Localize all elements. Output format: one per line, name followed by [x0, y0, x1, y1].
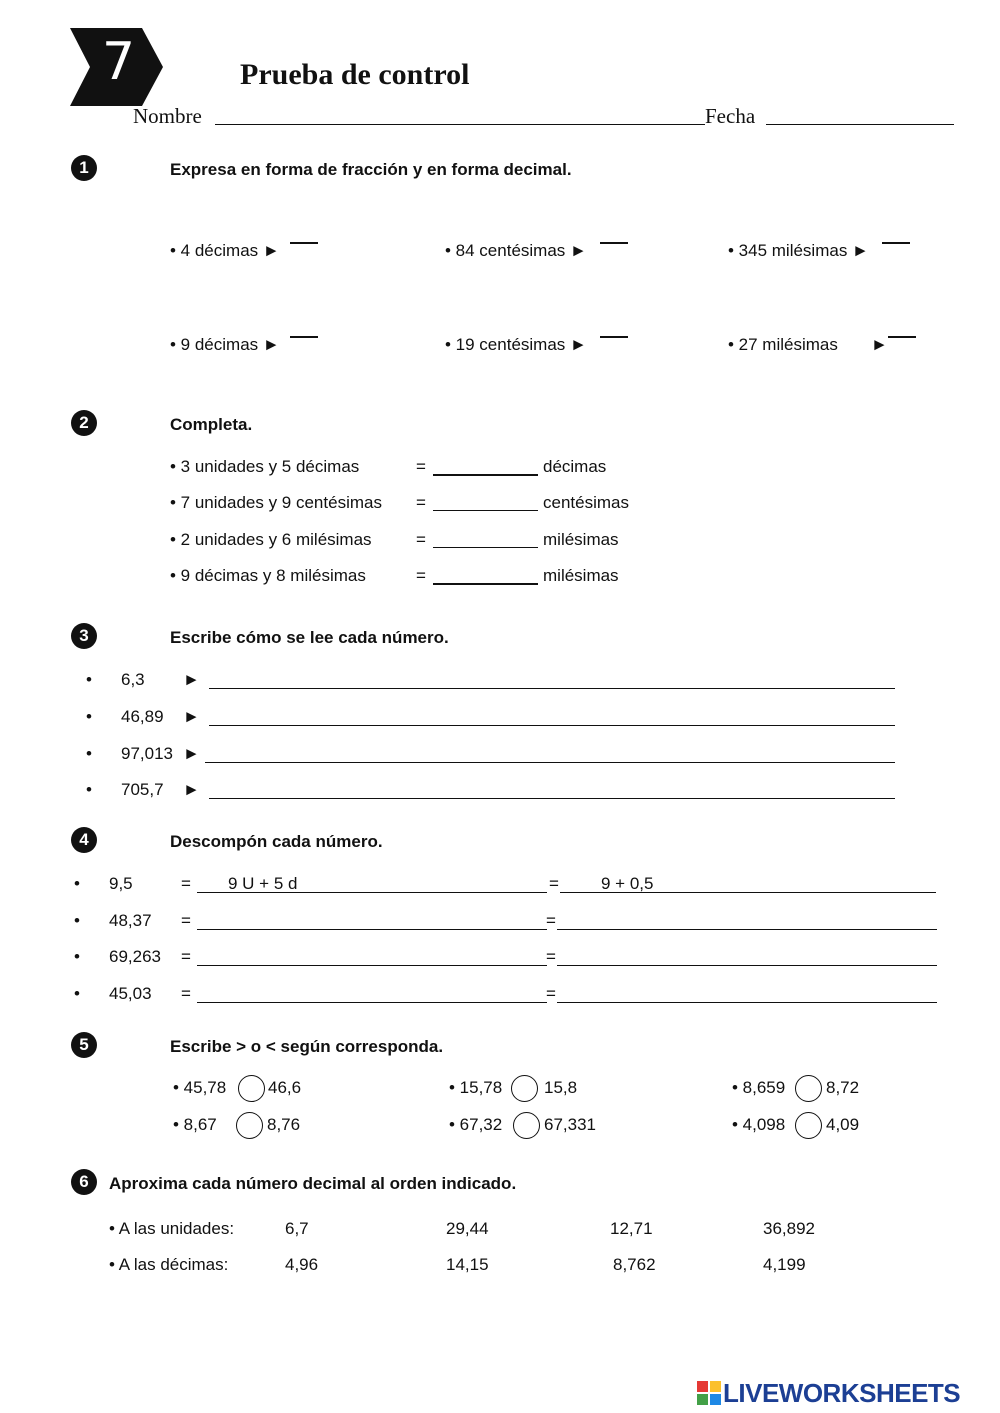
read-row-2-number: 46,89: [121, 707, 164, 726]
unit-number: 7: [102, 32, 136, 92]
fraction-answer-2[interactable]: [600, 242, 628, 244]
complete-row-4-label: • 9 décimas y 8 milésimas: [170, 566, 366, 585]
arrow-27-milesimas: ►: [871, 335, 888, 354]
date-field[interactable]: [766, 124, 954, 125]
complete-row-1-blank[interactable]: [433, 474, 538, 476]
compare-5-right: 67,331: [544, 1115, 596, 1134]
complete-row-1-unit: décimas: [543, 457, 607, 476]
compare-5-circle[interactable]: [513, 1112, 540, 1139]
complete-row-4-unit: milésimas: [543, 566, 619, 585]
logo-blocks-icon: [697, 1381, 721, 1405]
decompose-row-1-equals-1: =: [181, 874, 191, 893]
complete-row-2-label: • 7 unidades y 9 centésimas: [170, 493, 382, 512]
read-row-1-answer[interactable]: [209, 688, 895, 689]
decompose-row-4-number: 45,03: [109, 984, 152, 1003]
compare-2-circle[interactable]: [511, 1075, 538, 1102]
fraction-answer-4[interactable]: [290, 336, 318, 338]
compare-4-left: • 8,67: [173, 1115, 217, 1134]
name-field[interactable]: [215, 124, 705, 125]
decompose-row-3-equals-2: =: [546, 947, 556, 966]
complete-row-2-unit: centésimas: [543, 493, 629, 512]
fraction-answer-6[interactable]: [888, 336, 916, 338]
compare-4-circle[interactable]: [236, 1112, 263, 1139]
section-3-number: 3: [71, 623, 97, 649]
compare-6-left: • 4,098: [732, 1115, 786, 1134]
decompose-row-1-number: 9,5: [109, 874, 133, 893]
compare-6-right: 4,09: [826, 1115, 860, 1134]
read-row-3-arrow: ►: [183, 744, 200, 763]
round-row-1-label: • A las unidades:: [109, 1219, 235, 1238]
complete-row-3-unit: milésimas: [543, 530, 619, 549]
decompose-row-4-blank-2[interactable]: [557, 1002, 937, 1003]
round-row-1-value-3[interactable]: 12,71: [610, 1219, 653, 1238]
read-row-2-bullet: •: [86, 707, 92, 726]
read-row-3-number: 97,013: [121, 744, 173, 763]
compare-6-circle[interactable]: [795, 1112, 822, 1139]
compare-3-circle[interactable]: [795, 1075, 822, 1102]
decompose-row-2-bullet: •: [74, 911, 80, 930]
unit-badge: [70, 28, 165, 106]
complete-row-2-equals: =: [416, 493, 426, 512]
complete-row-3-blank[interactable]: [433, 547, 538, 548]
decompose-row-2-equals-1: =: [181, 911, 191, 930]
decompose-row-2-blank-2[interactable]: [557, 929, 937, 930]
section-6-number: 6: [71, 1169, 97, 1195]
section-4-number: 4: [71, 827, 97, 853]
item-4-decimas: • 4 décimas ►: [170, 241, 280, 260]
complete-row-4-blank[interactable]: [433, 583, 538, 585]
decompose-row-3-blank-2[interactable]: [557, 965, 937, 966]
compare-3-right: 8,72: [826, 1078, 860, 1097]
read-row-4-number: 705,7: [121, 780, 164, 799]
compare-2-left: • 15,78: [449, 1078, 503, 1097]
compare-4-right: 8,76: [267, 1115, 301, 1134]
read-row-4-bullet: •: [86, 780, 92, 799]
decompose-row-4-bullet: •: [74, 984, 80, 1003]
section-5-instruction: Escribe > o < según corresponda.: [170, 1037, 444, 1056]
round-row-2-value-1[interactable]: 4,96: [285, 1255, 319, 1274]
decompose-row-3-equals-1: =: [181, 947, 191, 966]
fraction-answer-5[interactable]: [600, 336, 628, 338]
round-row-1-value-1[interactable]: 6,7: [285, 1219, 309, 1238]
read-row-4-answer[interactable]: [209, 798, 895, 799]
decompose-row-3-bullet: •: [74, 947, 80, 966]
read-row-1-arrow: ►: [183, 670, 200, 689]
section-1-instruction: Expresa en forma de fracción y en forma decimal.: [170, 160, 572, 179]
round-row-2-value-3[interactable]: 8,762: [613, 1255, 656, 1274]
complete-row-3-label: • 2 unidades y 6 milésimas: [170, 530, 372, 549]
decompose-row-2-blank-1[interactable]: [197, 929, 547, 930]
read-row-1-number: 6,3: [121, 670, 145, 689]
decompose-row-4-blank-1[interactable]: [197, 1002, 547, 1003]
round-row-2-value-4[interactable]: 4,199: [763, 1255, 806, 1274]
section-3-instruction: Escribe cómo se lee cada número.: [170, 628, 449, 647]
item-84-centesimas: • 84 centésimas ►: [445, 241, 587, 260]
read-row-3-answer[interactable]: [205, 762, 895, 763]
read-row-2-arrow: ►: [183, 707, 200, 726]
decompose-row-1-answer-1: 9 U + 5 d: [228, 874, 298, 893]
date-label: Fecha: [705, 104, 756, 128]
complete-row-4-equals: =: [416, 566, 426, 585]
compare-1-left: • 45,78: [173, 1078, 227, 1097]
item-27-milesimas: • 27 milésimas: [728, 335, 838, 354]
item-345-milesimas: • 345 milésimas ►: [728, 241, 869, 260]
read-row-3-bullet: •: [86, 744, 92, 763]
complete-row-1-label: • 3 unidades y 5 décimas: [170, 457, 360, 476]
complete-row-3-equals: =: [416, 530, 426, 549]
section-2-number: 2: [71, 410, 97, 436]
decompose-row-3-blank-1[interactable]: [197, 965, 547, 966]
section-4-instruction: Descompón cada número.: [170, 832, 383, 851]
read-row-2-answer[interactable]: [209, 725, 895, 726]
section-1-number: 1: [71, 155, 97, 181]
item-19-centesimas: • 19 centésimas ►: [445, 335, 587, 354]
fraction-answer-3[interactable]: [882, 242, 910, 244]
decompose-row-3-number: 69,263: [109, 947, 161, 966]
round-row-1-value-4[interactable]: 36,892: [763, 1219, 815, 1238]
decompose-row-4-equals-1: =: [181, 984, 191, 1003]
compare-3-left: • 8,659: [732, 1078, 786, 1097]
compare-2-right: 15,8: [544, 1078, 578, 1097]
read-row-4-arrow: ►: [183, 780, 200, 799]
decompose-row-1-answer-2: 9 + 0,5: [601, 874, 654, 893]
logo-text: LIVEWORKSHEETS: [723, 1378, 961, 1408]
page-title: Prueba de control: [240, 58, 470, 91]
compare-1-circle[interactable]: [238, 1075, 265, 1102]
section-6-instruction: Aproxima cada número decimal al orden indicado.: [109, 1174, 517, 1193]
section-5-number: 5: [71, 1032, 97, 1058]
complete-row-1-equals: =: [416, 457, 426, 476]
decompose-row-1-equals-2: =: [549, 874, 559, 893]
round-row-1-value-2[interactable]: 29,44: [446, 1219, 489, 1238]
section-2-instruction: Completa.: [170, 415, 253, 434]
name-label: Nombre: [133, 104, 202, 128]
round-row-2-value-2[interactable]: 14,15: [446, 1255, 489, 1274]
compare-1-right: 46,6: [268, 1078, 302, 1097]
decompose-row-2-number: 48,37: [109, 911, 152, 930]
complete-row-2-blank[interactable]: [433, 510, 538, 511]
decompose-row-2-equals-2: =: [546, 911, 556, 930]
round-row-2-label: • A las décimas:: [109, 1255, 229, 1274]
read-row-1-bullet: •: [86, 670, 92, 689]
decompose-row-4-equals-2: =: [546, 984, 556, 1003]
item-9-decimas: • 9 décimas ►: [170, 335, 280, 354]
decompose-row-1-bullet: •: [74, 874, 80, 893]
fraction-answer-1[interactable]: [290, 242, 318, 244]
compare-5-left: • 67,32: [449, 1115, 503, 1134]
